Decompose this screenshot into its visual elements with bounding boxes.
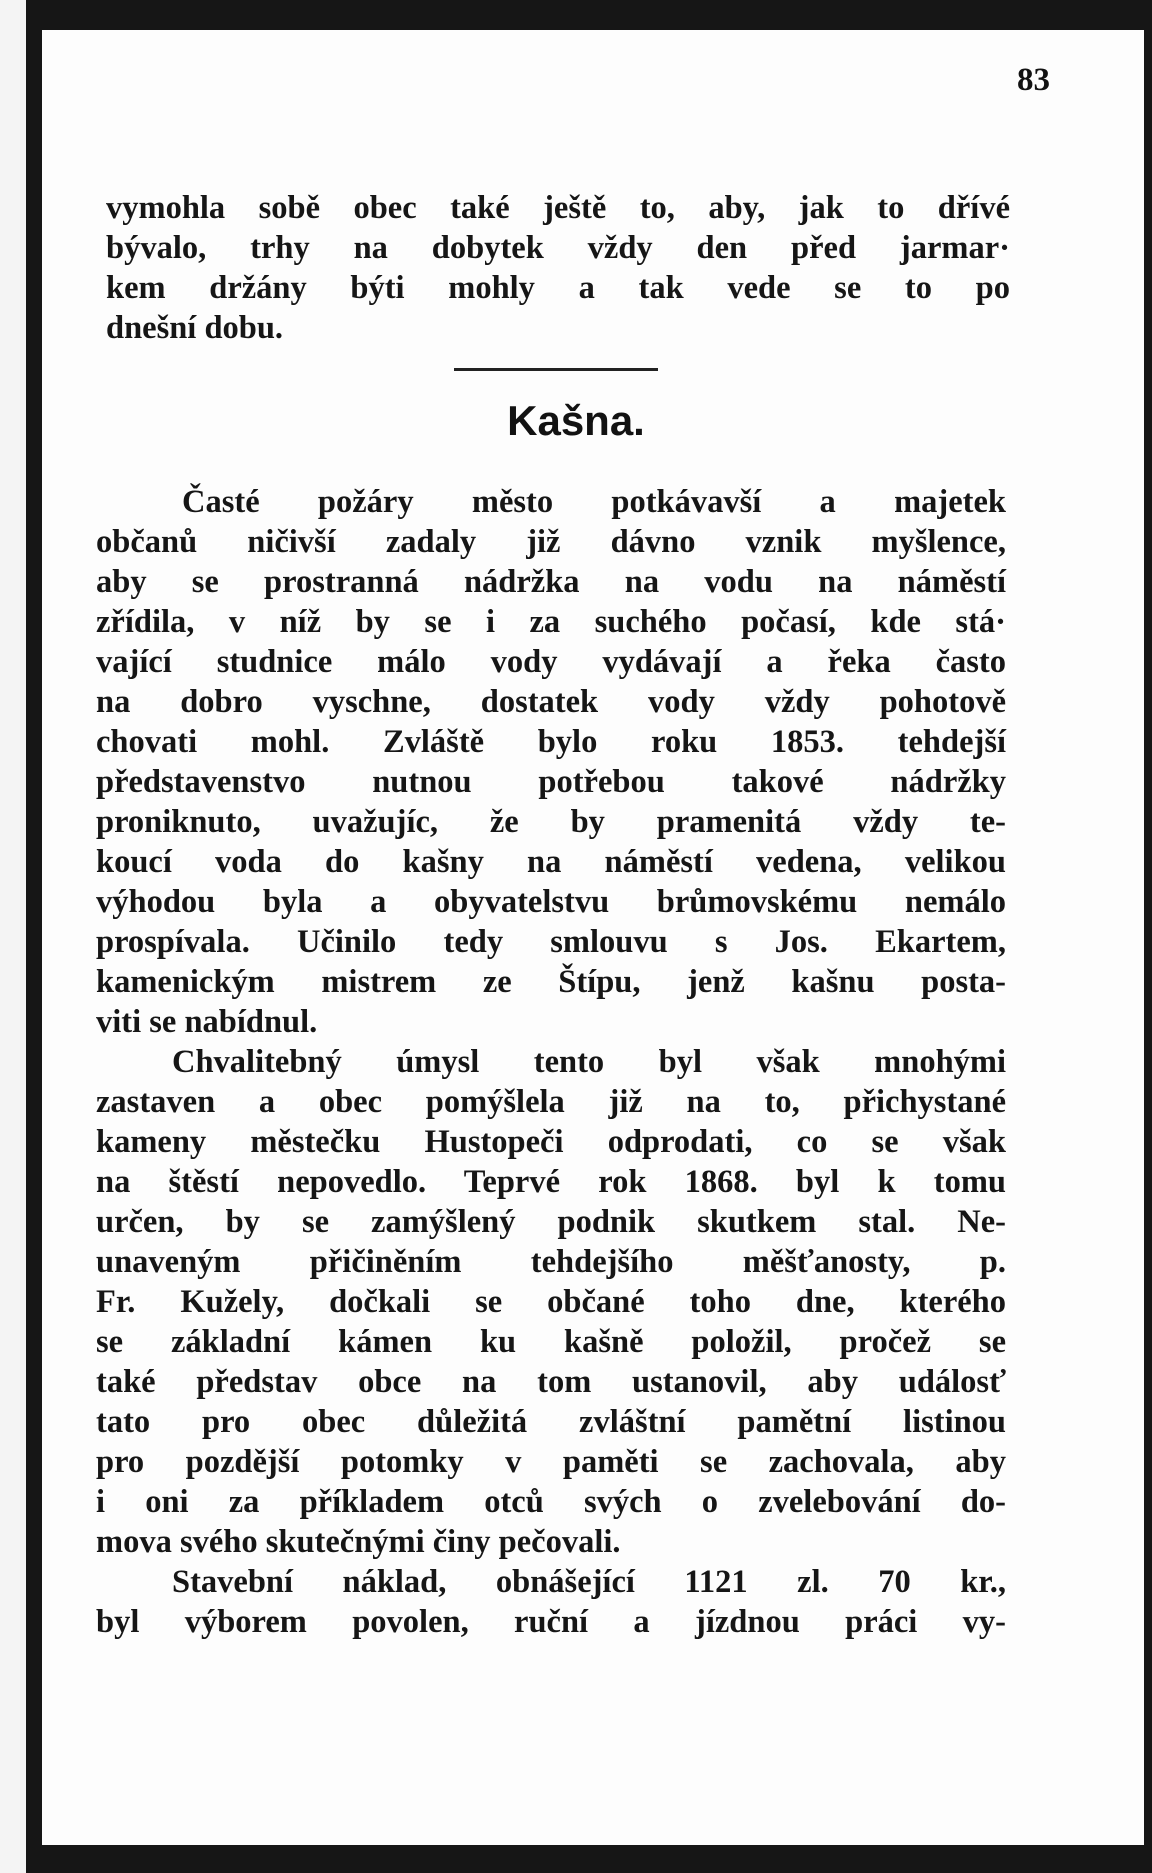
text-line: proniknuto, uvažujíc, že by pramenitá vždy te- <box>96 804 1006 840</box>
text-line: chovati mohl. Zvláště bylo roku 1853. tehdejší <box>96 724 1006 760</box>
scan-border-right <box>1144 0 1152 1873</box>
text-line: kamenickým mistrem ze Štípu, jenž kašnu posta- <box>96 964 1006 1000</box>
text-line: určen, by se zamýšlený podnik skutkem stal. Ne- <box>96 1204 1006 1240</box>
text-line: kameny městečku Hustopeči odprodati, co se však <box>96 1124 1006 1160</box>
text-line: na štěstí nepovedlo. Teprvé rok 1868. byl k tomu <box>96 1164 1006 1200</box>
text-line: kem držány býti mohly a tak vede se to po <box>106 270 1010 306</box>
text-line: Fr. Kužely, dočkali se občané toho dne, kterého <box>96 1284 1006 1320</box>
section-divider <box>454 368 658 371</box>
text-line: bývalo, trhy na dobytek vždy den před jarmar· <box>106 230 1010 266</box>
text-line: představenstvo nutnou potřebou takové nádržky <box>96 764 1006 800</box>
scan-border-bottom <box>26 1845 1152 1873</box>
text-line: vající studnice málo vody vydávají a řeka často <box>96 644 1006 680</box>
section-body <box>96 482 1006 1642</box>
text-line: koucí voda do kašny na náměstí vedena, velikou <box>96 844 1006 880</box>
scan-margin-left <box>0 0 26 1873</box>
text-line: také představ obce na tom ustanovil, aby událosť <box>96 1364 1006 1400</box>
text-line: Stavební náklad, obnášející 1121 zl. 70 kr., <box>172 1564 1006 1600</box>
section-heading: Kašna. <box>507 397 645 444</box>
text-line: tato pro obec důležitá zvláštní pamětní listinou <box>96 1404 1006 1440</box>
scan-border-left <box>26 0 42 1873</box>
scan-border-top <box>26 0 1152 30</box>
text-line: Chvalitebný úmysl tento byl však mnohými <box>172 1044 1006 1080</box>
text-line: výhodou byla a obyvatelstvu brůmovskému nemálo <box>96 884 1006 920</box>
text-line: Časté požáry město potkávavší a majetek <box>182 484 1006 520</box>
text-line: se základní kámen ku kašně položil, pročež se <box>96 1324 1006 1360</box>
text-line: mova svého skutečnými činy pečovali. <box>96 1524 621 1560</box>
text-line: prospívala. Učinilo tedy smlouvu s Jos. Ekartem, <box>96 924 1006 960</box>
text-line: pro pozdější potomky v paměti se zachovala, aby <box>96 1444 1006 1480</box>
text-line: dnešní dobu. <box>106 310 284 346</box>
page-number: 83 <box>1017 62 1050 98</box>
text-line: zřídila, v níž by se i za suchého počasí, kde stá· <box>96 604 1006 640</box>
text-line: unaveným přičiněním tehdejšího měšťanosty, p. <box>96 1244 1006 1280</box>
text-line: byl výborem povolen, ruční a jízdnou práci vy- <box>96 1604 1006 1640</box>
text-line: na dobro vyschne, dostatek vody vždy pohotově <box>96 684 1006 720</box>
text-line: aby se prostranná nádržka na vodu na náměstí <box>96 564 1006 600</box>
text-line: občanů ničivší zadaly již dávno vznik myšlence, <box>96 524 1006 560</box>
text-line: i oni za příkladem otců svých o zvelebování do- <box>96 1484 1006 1520</box>
text-line: viti se nabídnul. <box>96 1004 318 1040</box>
text-line: vymohla sobě obec také ještě to, aby, jak to dřívé <box>106 190 1010 226</box>
intro-paragraph <box>106 188 1010 348</box>
text-line: zastaven a obec pomýšlela již na to, přichystané <box>96 1084 1006 1120</box>
